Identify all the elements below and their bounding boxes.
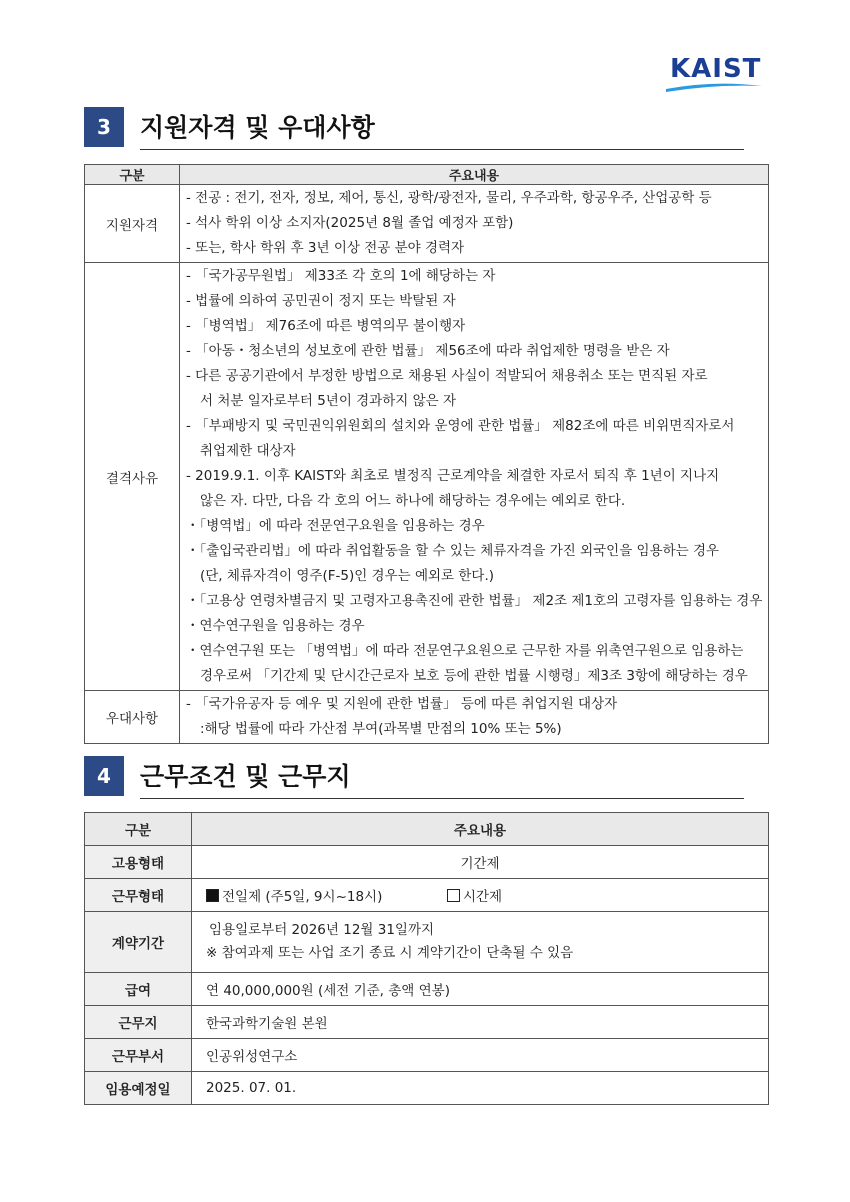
section-divider <box>140 798 744 799</box>
full-time-checkbox <box>206 889 382 905</box>
header-content: 주요내용 <box>192 813 769 846</box>
work-conditions-table <box>84 812 769 1105</box>
header-content: 주요내용 <box>180 165 769 185</box>
row-label: 계약기간 <box>85 912 192 973</box>
part-time-label: 시간제 <box>462 889 503 905</box>
location-value: 한국과학기술원 본원 <box>192 1006 769 1039</box>
section-title: 지원자격 및 우대사항 <box>140 113 375 142</box>
content-line: 않은 자. 다만, 다음 각 호의 어느 하나에 해당하는 경우에는 예외로 한다. <box>200 493 626 509</box>
department-value: 인공위성연구소 <box>192 1039 769 1072</box>
full-time-label: 전일제 (주5일, 9시~18시) <box>222 889 383 905</box>
table-row <box>85 973 769 1006</box>
content-line: 서 처분 일자로부터 5년이 경과하지 않은 자 <box>200 393 457 409</box>
table-row <box>85 1006 769 1039</box>
table-row <box>85 1072 769 1105</box>
part-time-checkbox <box>447 889 502 905</box>
content-line: ・연수연구원을 임용하는 경우 <box>186 618 365 634</box>
row-content <box>180 263 769 691</box>
row-content <box>180 691 769 744</box>
content-line: :해당 법률에 따라 가산점 부여(과목별 만점의 10% 또는 5%) <box>200 721 562 737</box>
content-line: (단, 체류자격이 영주(F-5)인 경우는 예외로 한다.) <box>200 568 495 584</box>
row-label: 고용형태 <box>85 846 192 879</box>
content-line: - 법률에 의하여 공민권이 정지 또는 박탈된 자 <box>186 293 456 309</box>
row-label: 급여 <box>85 973 192 1006</box>
content-line: ・「고용상 연령차별금지 및 고령자고용촉진에 관한 법률」 제2조 제1호의 고령자를 임용하는 경우 <box>186 593 763 609</box>
row-label: 근무지 <box>85 1006 192 1039</box>
section-number: 3 <box>84 107 124 147</box>
header-category: 구분 <box>85 813 192 846</box>
content-line: ・「출입국관리법」에 따라 취업활동을 할 수 있는 체류자격을 가진 외국인을 임용하는 경우 <box>186 543 720 559</box>
content-line: ・「병역법」에 따라 전문연구요원을 임용하는 경우 <box>186 518 485 534</box>
section-title: 근무조건 및 근무지 <box>140 762 351 791</box>
content-line: 취업제한 대상자 <box>200 443 296 459</box>
table-row <box>85 1039 769 1072</box>
logo-swoosh-icon <box>664 80 764 94</box>
table-header-row <box>85 165 769 185</box>
header-category: 구분 <box>85 165 180 185</box>
content-line: - 「아동・청소년의 성보호에 관한 법률」 제56조에 따라 취업제한 명령을 받은 자 <box>186 343 670 359</box>
section-divider <box>140 149 744 150</box>
table-row <box>85 691 769 744</box>
employment-type-value: 기간제 <box>192 846 769 879</box>
row-label: 임용예정일 <box>85 1072 192 1105</box>
table-row <box>85 912 769 973</box>
contract-note: ※ 참여과제 또는 사업 조기 종료 시 계약기간이 단축될 수 있음 <box>206 945 574 961</box>
row-content <box>180 185 769 263</box>
row-label: 지원자격 <box>85 185 180 263</box>
content-line: - 「국가유공자 등 예우 및 지원에 관한 법률」 등에 따른 취업지원 대상자 <box>186 696 618 712</box>
start-date-value: 2025. 07. 01. <box>192 1072 769 1105</box>
row-label: 근무형태 <box>85 879 192 912</box>
contract-line: 임용일로부터 2026년 12월 31일까지 <box>209 922 435 938</box>
content-line: - 「국가공무원법」 제33조 각 호의 1에 해당하는 자 <box>186 268 496 284</box>
logo-text: KAIST <box>670 54 762 84</box>
row-label: 결격사유 <box>85 263 180 691</box>
content-line: - 「부패방지 및 국민권익위원회의 설치와 운영에 관한 법률」 제82조에 따른 비위면직자로서 <box>186 418 735 434</box>
kaist-logo <box>664 52 764 96</box>
row-label: 근무부서 <box>85 1039 192 1072</box>
work-type-value <box>192 879 769 912</box>
content-line: - 다른 공공기관에서 부정한 방법으로 채용된 사실이 적발되어 채용취소 또는 면직된 자로 <box>186 368 708 384</box>
unchecked-box-icon <box>447 889 460 902</box>
table-row <box>85 185 769 263</box>
content-line: - 전공 : 전기, 전자, 정보, 제어, 통신, 광학/광전자, 물리, 우주과학, 항공우주, 산업공학 등 <box>186 190 712 206</box>
checked-box-icon <box>206 889 219 902</box>
salary-value: 연 40,000,000원 (세전 기준, 총액 연봉) <box>192 973 769 1006</box>
table-header-row <box>85 813 769 846</box>
content-line: ・연수연구원 또는 「병역법」에 따라 전문연구요원으로 근무한 자를 위촉연구원으로 임용하는 <box>186 643 744 659</box>
contract-period-value <box>192 912 769 973</box>
qualification-table <box>84 164 769 744</box>
content-line: - 또는, 학사 학위 후 3년 이상 전공 분야 경력자 <box>186 240 465 256</box>
content-line: - 2019.9.1. 이후 KAIST와 최초로 별정직 근로계약을 체결한 자로서 퇴직 후 1년이 지나지 <box>186 468 720 484</box>
content-line: - 「병역법」 제76조에 따른 병역의무 불이행자 <box>186 318 466 334</box>
table-row <box>85 846 769 879</box>
table-row <box>85 879 769 912</box>
section-number: 4 <box>84 756 124 796</box>
table-row <box>85 263 769 691</box>
content-line: - 석사 학위 이상 소지자(2025년 8월 졸업 예정자 포함) <box>186 215 514 231</box>
content-line: 경우로써 「기간제 및 단시간근로자 보호 등에 관한 법률 시행령」제3조 3항에 해당하는 경우 <box>200 668 748 684</box>
row-label: 우대사항 <box>85 691 180 744</box>
